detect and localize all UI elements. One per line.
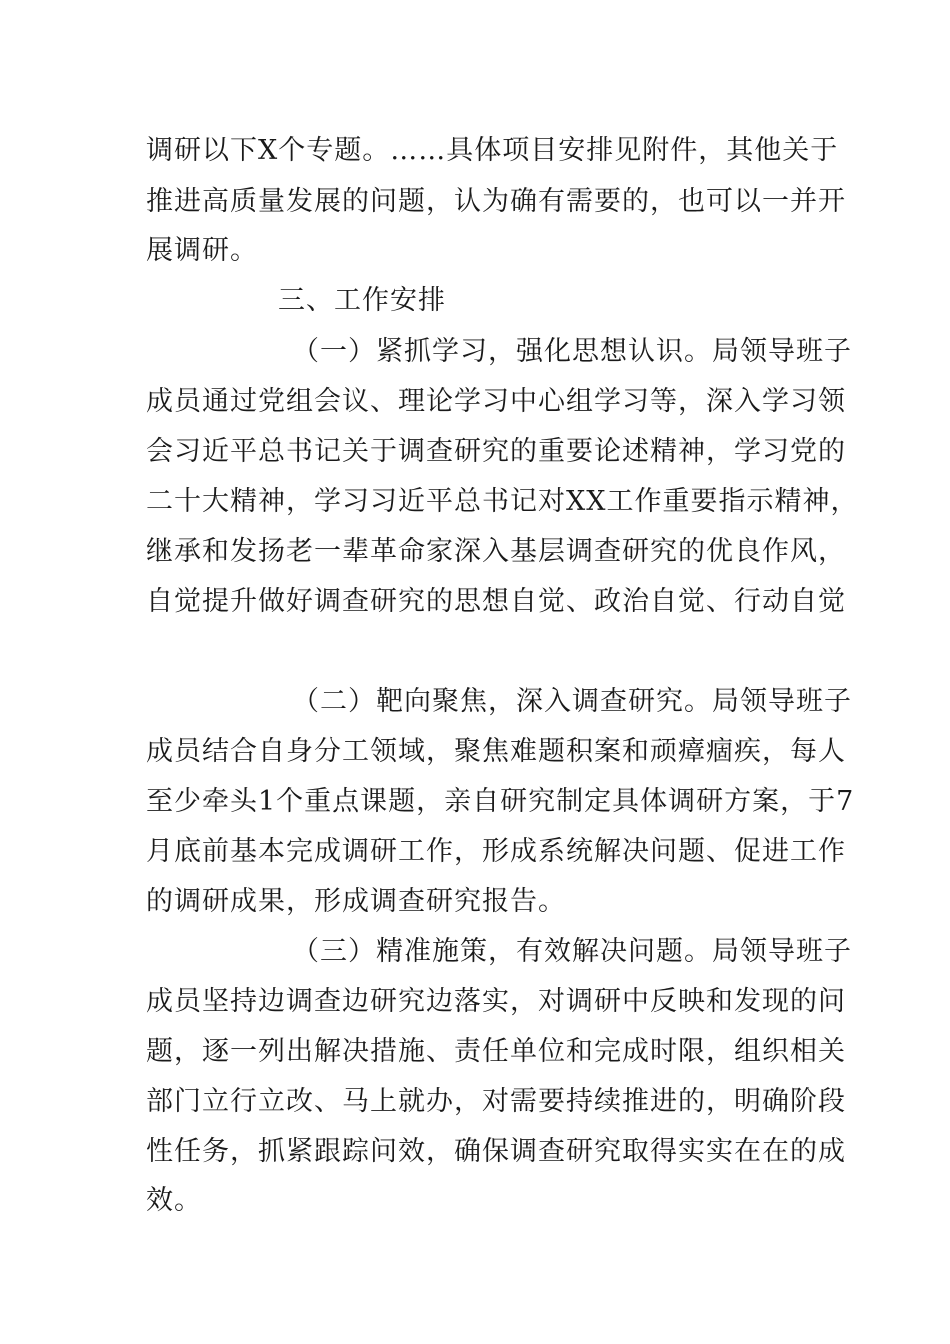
paragraph-line: 展调研。 [146, 235, 258, 266]
subsection-heading-2: （二）靶向聚焦，深入调查研究。局领导班子 [292, 686, 852, 717]
paragraph-line: 成员坚持边调查边研究边落实，对调研中反映和发现的问 [146, 986, 846, 1017]
paragraph-line: 推进高质量发展的问题，认为确有需要的，也可以一并开 [146, 186, 846, 217]
paragraph-line: 二十大精神，学习习近平总书记对XX工作重要指示精神， [146, 486, 859, 517]
paragraph-line: 自觉提升做好调查研究的思想自觉、政治自觉、行动自觉 [146, 586, 846, 617]
paragraph-line: 性任务，抓紧跟踪问效，确保调查研究取得实实在在的成 [146, 1136, 846, 1167]
paragraph-line: 成员通过党组会议、理论学习中心组学习等，深入学习领 [146, 386, 846, 417]
paragraph-line: 题，逐一列出解决措施、责任单位和完成时限，组织相关 [146, 1036, 846, 1067]
paragraph-line: 月底前基本完成调研工作，形成系统解决问题、促进工作 [146, 836, 846, 867]
paragraph-line: 的调研成果，形成调查研究报告。 [146, 886, 566, 917]
paragraph-line: 效。 [146, 1185, 202, 1216]
paragraph-line: 会习近平总书记关于调查研究的重要论述精神，学习党的 [146, 436, 846, 467]
subsection-heading-3: （三）精准施策，有效解决问题。局领导班子 [292, 936, 852, 967]
subsection-heading-1: （一）紧抓学习，强化思想认识。局领导班子 [292, 336, 852, 367]
paragraph-line: 部门立行立改、马上就办，对需要持续推进的，明确阶段 [146, 1086, 846, 1117]
paragraph-line: 继承和发扬老一辈革命家深入基层调查研究的优良作风， [146, 536, 846, 567]
paragraph-line: 成员结合自身分工领域，聚焦难题积案和顽瘴痼疾，每人 [146, 736, 846, 767]
paragraph-line: 至少牵头1个重点课题，亲自研究制定具体调研方案，于7 [146, 786, 855, 817]
paragraph-line: 调研以下X个专题。……具体项目安排见附件，其他关于 [146, 135, 839, 166]
section-heading: 三、工作安排 [278, 285, 446, 316]
